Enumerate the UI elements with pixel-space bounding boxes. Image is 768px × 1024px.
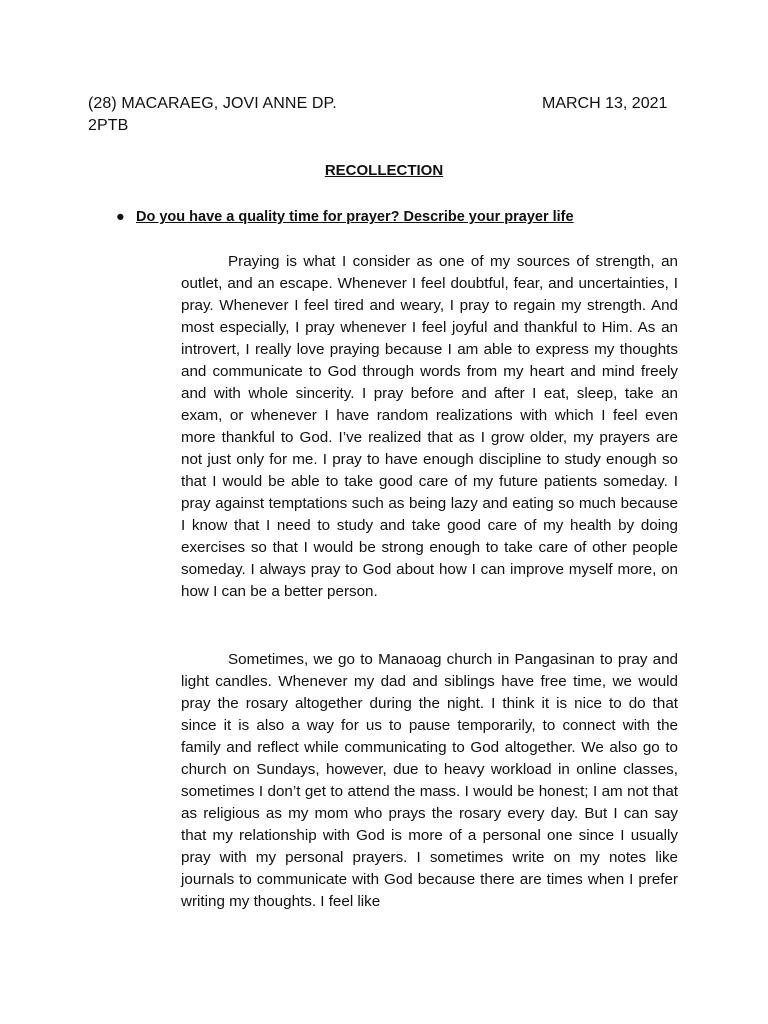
bullet-icon: ● [116,209,125,225]
question-text: Do you have a quality time for prayer? Describe your prayer life [136,209,574,225]
question-item [116,206,636,228]
document-title-text: RECOLLECTION [324,162,444,179]
document-title [0,160,768,182]
paragraph-text: Praying is what I consider as one of my sources of strength, an outlet, and an escape. Whenever I feel doubtful, fear, and uncertainties, I pray. Whenever I feel tired and weary, I pray to regain my strength. And most especially, I pray whenever I feel joyful and thankful to Him. As an introvert, I really love praying because I am able to express my thoughts and communicate to God through words from my heart and mind freely and with whole sincerity. I pray before and after I eat, sleep, take an exam, or whenever I have random realizations with which I feel even more thankful to God. I’ve realized that as I grow older, my prayers are not just only for me. I pray to have enough discipline to study enough so that I would be able to take good care of my future patients someday. I pray against temptations such as being lazy and eating so much because I know that I need to study and take good care of my health by doing exercises so that I would be strong enough to take care of other people someday. I always pray to God about how I can improve myself more, on how I can be a better person. [181,253,678,600]
document-date: MARCH 13, 2021 [542,95,668,112]
paragraph-2 [181,649,678,913]
paragraph-1 [181,251,678,603]
paragraph-text: Sometimes, we go to Manaoag church in Pangasinan to pray and light candles. Whenever my dad and siblings have free time, we would pray the rosary altogether during the night. I think it is nice to do that since it is also a way for us to pause temporarily, to connect with the family and reflect while communicating to God altogether. We also go to church on Sundays, however, due to heavy workload in online classes, sometimes I don’t get to attend the mass. I would be honest; I am not that as religious as my mom who prays the rosary every day. But I can say that my relationship with God is more of a personal one since I usually pray with my personal prayers. I sometimes write on my notes like journals to communicate with God because there are times when I prefer writing my thoughts. I feel like [181,651,678,910]
student-header [88,93,337,137]
student-name-line: (28) MACARAEG, JOVI ANNE DP. [88,95,337,112]
student-section: 2PTB [88,117,129,134]
